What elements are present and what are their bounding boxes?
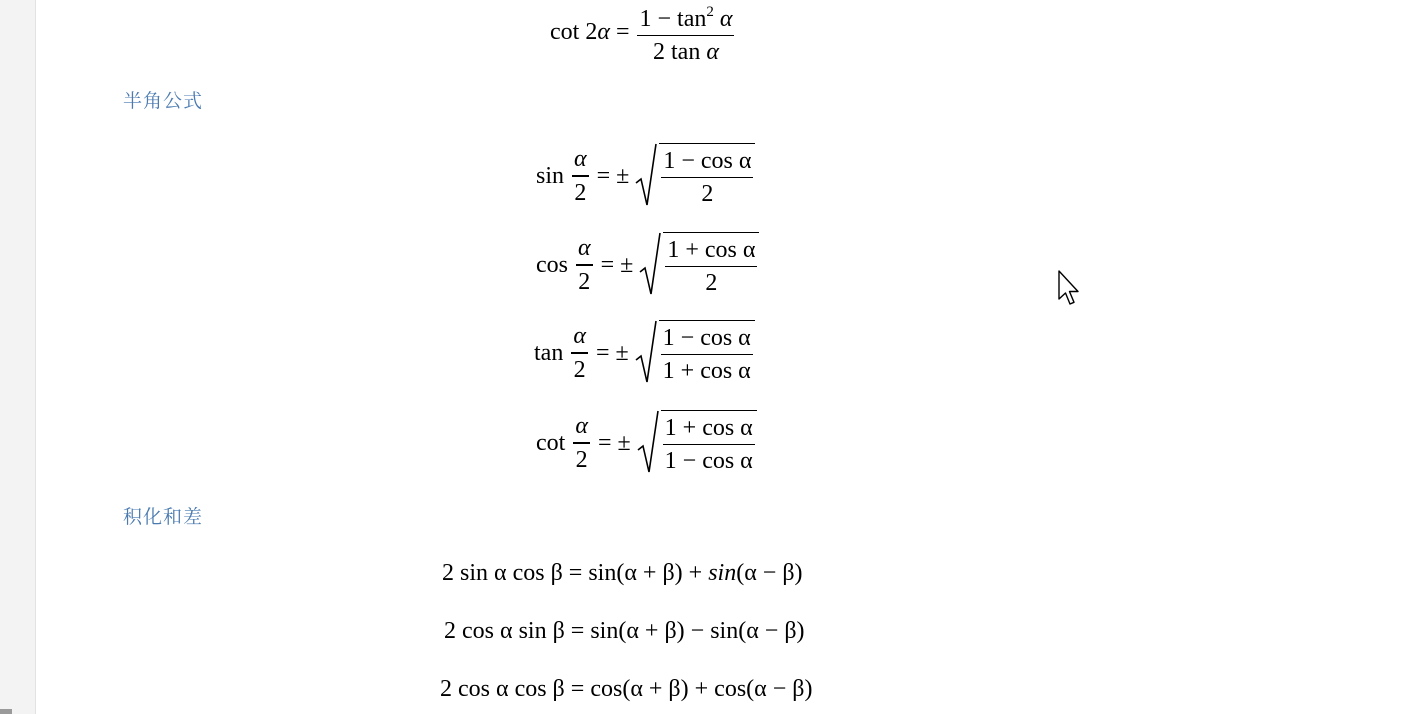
- fraction-numerator: $1 - \tan^2 \alpha$: [639, 3, 733, 32]
- gutter-scroll-marker: [0, 709, 12, 714]
- radical-sign-icon: [637, 410, 659, 474]
- formula-cos-half-angle: cos $\frac{\alpha}{2}$ = ± $\frac{\text{1 + cos α}}{2}$: [536, 233, 761, 297]
- formula-product-sin-cos: 2 sin α cos β = sin(α + β) + sin (α − β): [442, 559, 803, 586]
- left-gutter: [0, 0, 36, 714]
- fraction: $\frac{\alpha}{2}$: [575, 413, 588, 473]
- mouse-pointer-icon: [1057, 269, 1083, 311]
- square-root: $\frac{\text{1 − cos α}}{\text{1 + cos α}}$: [635, 320, 757, 387]
- fn-label: cot 2: [550, 18, 598, 45]
- formula-sin-half-angle: sin $\frac{\alpha}{2}$ = ± $\frac{\text{1 − cos α}}{2}$: [536, 144, 757, 208]
- square-root: $\frac{\text{1 − cos α}}{2}$: [635, 143, 757, 210]
- fraction-denominator: 2 tan α: [653, 39, 719, 66]
- radical-sign-icon: [639, 232, 661, 296]
- formula-cot-half-angle: cot $\frac{\alpha}{2}$ = ± $\frac{\text{1 + cos α}}{\text{1 − cos α}}$: [536, 411, 759, 475]
- formula-cot-double-angle: [550, 0, 736, 64]
- fraction: [637, 0, 734, 67]
- square-root: $\frac{\text{1 + cos α}}{\text{1 − cos α}}$: [637, 410, 759, 477]
- section-heading-product-to-sum: 积化和差: [123, 506, 204, 528]
- equals-sign: =: [615, 18, 630, 45]
- fraction: $\frac{\alpha}{2}$: [578, 235, 591, 295]
- formula-product-cos-cos: 2 cos α cos β = cos(α + β) + cos(α − β): [440, 675, 813, 702]
- var-alpha: α: [597, 18, 610, 45]
- section-heading-half-angle: 半角公式: [123, 90, 204, 112]
- square-root: $\frac{\text{1 + cos α}}{2}$: [639, 232, 761, 299]
- formula-product-cos-sin: 2 cos α sin β = sin(α + β) − sin(α − β): [444, 617, 805, 644]
- formula-tan-half-angle: tan $\frac{\alpha}{2}$ = ± $\frac{\text{1 − cos α}}{\text{1 + cos α}}$: [534, 321, 757, 385]
- radical-sign-icon: [635, 320, 657, 384]
- fraction: $\frac{\alpha}{2}$: [574, 146, 587, 206]
- radical-sign-icon: [635, 143, 657, 207]
- fraction: $\frac{\alpha}{2}$: [573, 323, 586, 383]
